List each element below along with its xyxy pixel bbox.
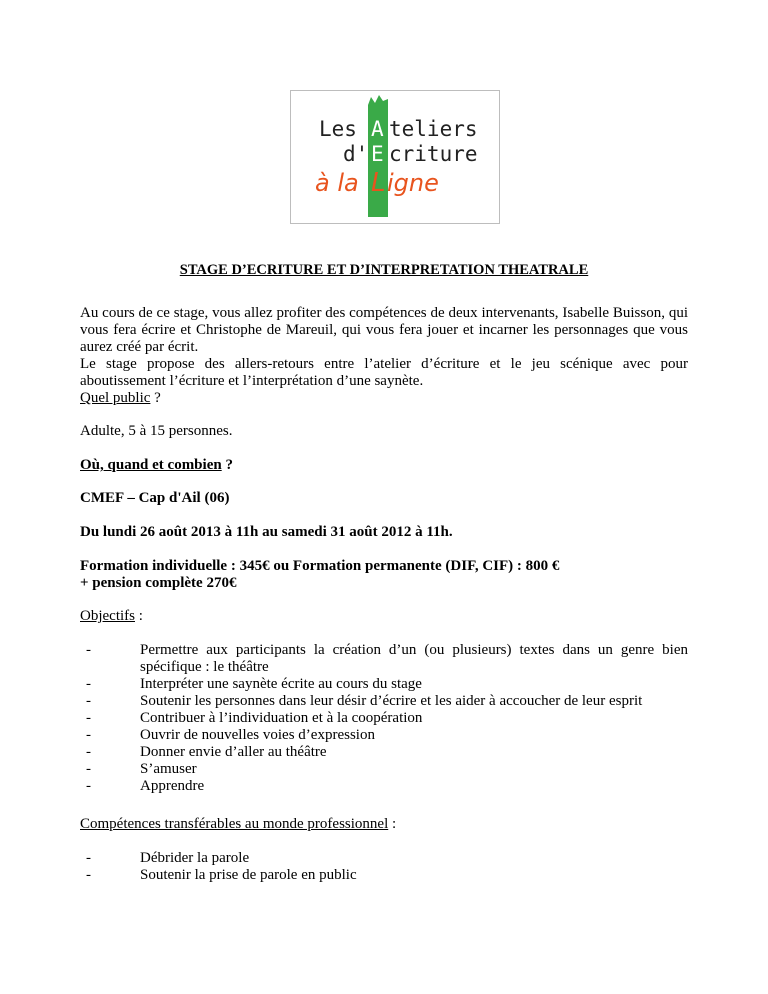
public-heading-suffix: ? (150, 390, 161, 406)
competences-heading-suffix: : (388, 816, 397, 832)
competences-list (80, 850, 688, 884)
intro-section (80, 305, 688, 390)
logo-band-top (368, 95, 388, 105)
price-line-2: + pension complète 270€ (80, 575, 237, 591)
intro-paragraph-1: Au cours de ce stage, vous allez profiter des compétences de deux intervenants, Isabelle Buisson, qui vous fera écrire et Christophe de Mareuil, qui vous fera jouer et incarner les personnages que vous aurez créé par écrit. (80, 305, 688, 355)
list-item: - Soutenir les personnes dans leur désir d’écrire et les aider à accoucher de leur esprit (80, 693, 688, 710)
objectifs-heading (80, 608, 688, 625)
document-title: STAGE D’ECRITURE ET D’INTERPRETATION THEATRALE (179, 262, 589, 278)
list-item: - Permettre aux participants la création d’un (ou plusieurs) textes dans un genre bien spécifique : le théâtre (80, 642, 688, 676)
objectifs-heading-text: Objectifs (80, 608, 135, 624)
svg-text:Les (319, 117, 357, 141)
list-item: - Donner envie d’aller au théâtre (80, 744, 688, 761)
list-item: - Interpréter une saynète écrite au cours du stage (80, 676, 688, 693)
where-place: CMEF – Cap d'Ail (06) (80, 490, 230, 506)
logo-letter-l: L (371, 168, 386, 198)
list-item: - Débrider la parole (80, 850, 688, 867)
logo-letter-a: A (371, 117, 384, 141)
list-item: - Soutenir la prise de parole en public (80, 867, 688, 884)
competences-heading (80, 816, 688, 833)
logo-a-la: à la (315, 169, 359, 197)
objectifs-list (80, 642, 688, 795)
public-text: Adulte, 5 à 15 personnes. (80, 423, 233, 439)
price-line-1: Formation individuelle : 345€ ou Formation permanente (DIF, CIF) : 800 € (80, 558, 560, 574)
list-item: - Apprendre (80, 778, 688, 795)
where-heading (80, 457, 688, 474)
list-item: - Ouvrir de nouvelles voies d’expression (80, 727, 688, 744)
logo-graphic (291, 91, 499, 223)
where-heading-text: Où, quand et combien (80, 457, 222, 473)
list-item: - S’amuser (80, 761, 688, 778)
logo (290, 90, 500, 224)
intro-paragraph-2: Le stage propose des allers-retours entre l’atelier d’écriture et le jeu scénique avec pour aboutissement l’écriture et l’interprétation d’une saynète. (80, 356, 688, 389)
logo-les: Les (319, 117, 357, 141)
where-dates: Du lundi 26 août 2013 à 11h au samedi 31 août 2012 à 11h. (80, 524, 453, 540)
logo-igne: igne (387, 169, 439, 197)
public-heading (80, 390, 688, 407)
objectifs-heading-suffix: : (134, 608, 143, 624)
competences-heading-text: Compétences transférables au monde professionnel (80, 816, 389, 832)
public-heading-text: Quel public (80, 390, 151, 406)
logo-letter-e: E (371, 142, 384, 166)
list-item: - Contribuer à l’individuation et à la coopération (80, 710, 688, 727)
logo-criture: criture (389, 142, 478, 166)
where-heading-suffix: ? (221, 457, 233, 473)
logo-d: d' (343, 142, 369, 166)
logo-teliers: teliers (389, 117, 478, 141)
where-price (80, 558, 688, 592)
